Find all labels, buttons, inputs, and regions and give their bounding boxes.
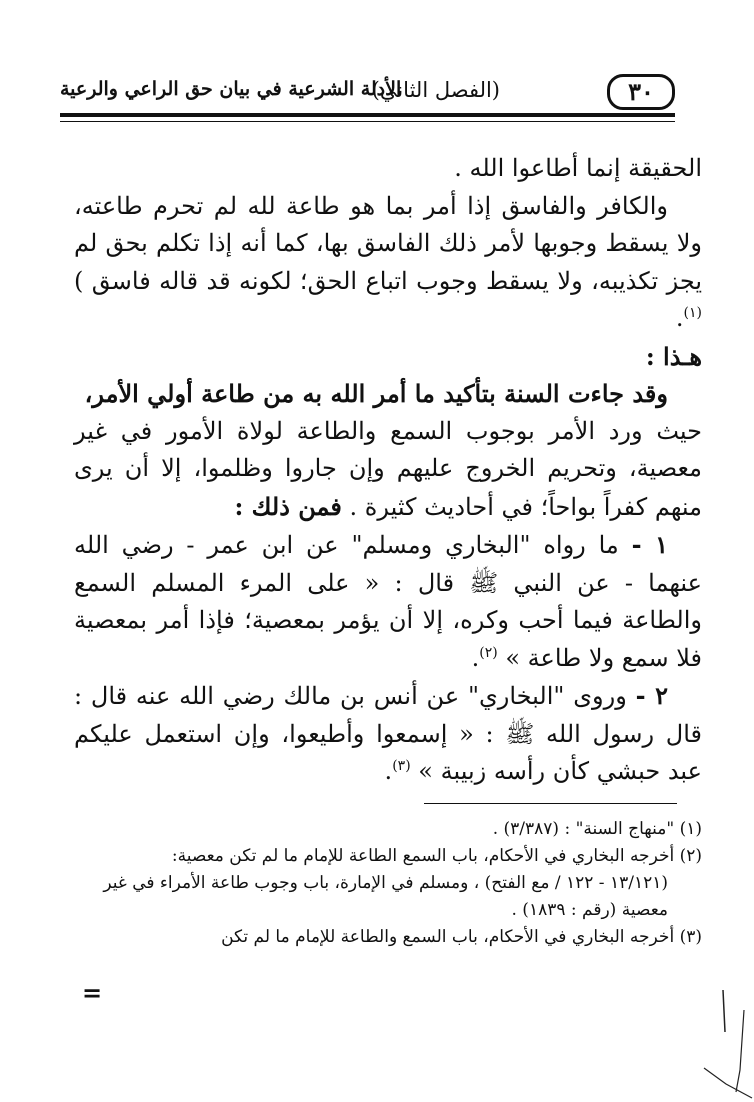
hadith-1-number: ١ - [631, 530, 668, 559]
footnote-2-continued: (١٣/١٢١ - ١٢٢ / مع الفتح) ، ومسلم في الإمارة، باب وجوب طاعة الأمراء في غير معصية (رقم : ١٨٣٩) . [103, 873, 668, 920]
hadith-2-text: وروى "البخاري" عن أنس بن مالك رضي الله عنه قال : قال رسول الله ﷺ : « إسمعوا وأطيعوا، وإن استعمل عليكم عبد حبشي كأن رأسه زبيبة » [74, 682, 702, 785]
hadith-2-number: ٢ - [635, 681, 668, 710]
paragraph-2-text: والكافر والفاسق إذا أمر بما هو طاعة لله لم تحرم طاعته، ولا يسقط وجوبها لأمر ذلك الفاسق بها، كما أنه إذا تكلم بحق لم يجز تكذيبه، ولا يسقط وجوب اتباع الحق؛ لكونه قد قاله فاسق ) [74, 191, 702, 295]
hadith-1-end: . [471, 643, 480, 672]
paragraph-5 [74, 413, 702, 527]
page-number: ٣٠ [607, 74, 675, 110]
paragraph-heading: وقد جاءت السنة بتأكيد ما أمر الله به من طاعة أولي الأمر، [84, 379, 668, 408]
footnote-ref-2: (٢) [479, 644, 498, 661]
header-rule-thin [60, 121, 675, 122]
footnote-1: (١) "منهاج السنة" : (٣/٣٨٧) . [492, 819, 702, 839]
book-title: الأدلة الشرعية في بيان حق الراعي والرعية [60, 78, 402, 100]
chapter-title: (الفصل الثاني) [371, 78, 500, 102]
paragraph-2-end: . [675, 304, 684, 332]
page-header [60, 72, 675, 118]
paragraph-2 [74, 188, 702, 338]
list-intro: فمن ذلك : [234, 491, 342, 521]
margin-pen-marks [696, 980, 754, 1102]
hadith-2-end: . [384, 757, 393, 785]
paragraph-1: الحقيقة إنما أطاعوا الله . [454, 154, 702, 182]
footnote-separator [424, 803, 677, 804]
hadith-2 [74, 677, 702, 791]
footnote-2: (٢) أخرجه البخاري في الأحكام، باب السمع الطاعة للإمام ما لم تكن معصية: [171, 846, 702, 866]
continuation-mark: = [82, 978, 103, 1007]
hadith-1 [74, 526, 702, 677]
footnotes [74, 816, 702, 951]
section-marker: هـذا : [645, 341, 702, 371]
hadith-1-text: ما رواه "البخاري ومسلم" عن ابن عمر - رضي الله عنهما - عن النبي ﷺ قال : « على المرء المسلم السمع والطاعة فيما أحب وكره، إلا أن يؤمر بمعصية؛ فإذا أمر بمعصية فلا سمع ولا طاعة » [74, 531, 702, 672]
footnote-ref-3: (٣) [392, 758, 411, 774]
footnote-ref-1: (١) [683, 305, 702, 321]
header-rule-thick [60, 113, 675, 117]
paragraph-5-text: حيث ورد الأمر بوجوب السمع والطاعة لولاة الأمور في غير معصية، وتحريم الخروج عليهم وإن جاروا وظلموا، إلا أن يرى منهم كفراً بواحاً؛ في أحاديث كثيرة . [74, 416, 702, 521]
footnote-3: (٣) أخرجه البخاري في الأحكام، باب السمع والطاعة للإمام ما لم تكن [221, 927, 702, 947]
main-text [74, 150, 702, 791]
